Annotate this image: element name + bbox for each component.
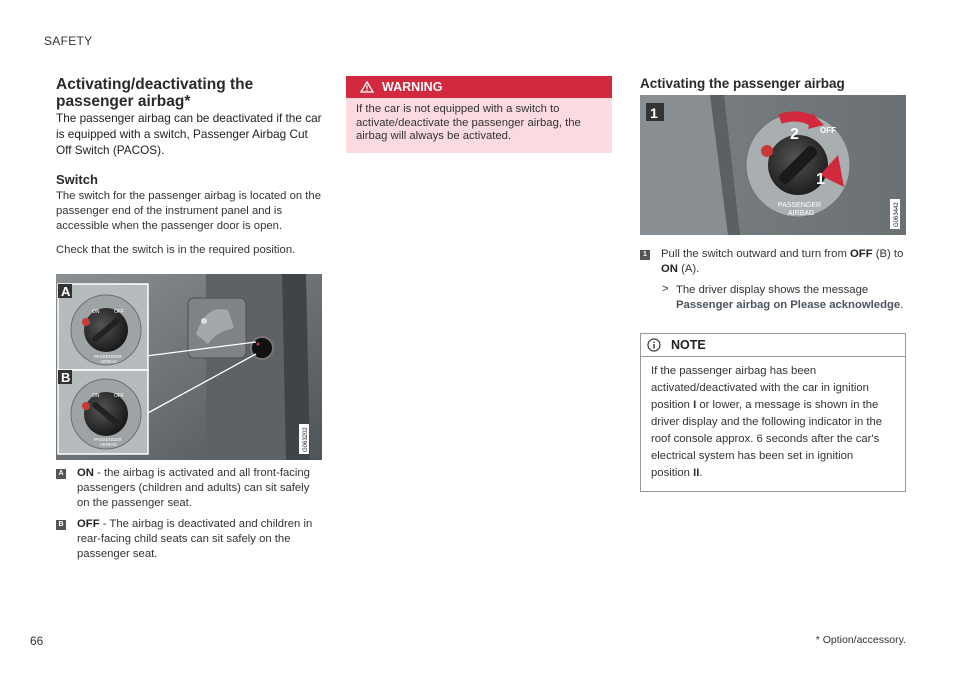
step-on: ON xyxy=(661,263,678,275)
callout-b-key: OFF xyxy=(77,518,100,530)
note-label: NOTE xyxy=(671,338,706,352)
callout-badge-b: B xyxy=(56,520,66,530)
warning-triangle-icon xyxy=(360,81,374,93)
figure-code-right: G063442 xyxy=(894,202,900,227)
note-position-1: I xyxy=(693,399,697,411)
note-text xyxy=(641,357,905,491)
step-text-post: (A). xyxy=(677,263,700,275)
activation-drawing xyxy=(640,95,906,235)
result-message: Passenger airbag on Please acknowledge xyxy=(676,299,901,311)
info-icon xyxy=(647,338,661,352)
callout-badge-a: A xyxy=(56,469,66,479)
warning-header xyxy=(346,76,612,98)
switch-paragraph-1: The switch for the passenger airbag is located on the passenger end of the instrument panel and is accessible when the passenger door is open. xyxy=(56,190,322,232)
step-off: OFF xyxy=(850,248,873,260)
knob-off-label-b: OFF xyxy=(114,393,124,399)
figure-num-1: 1 xyxy=(816,171,825,188)
page-title: Activating/deactivating the passenger airbag* xyxy=(56,76,254,110)
column-middle xyxy=(346,76,612,153)
switch-paragraph-2: Check that the switch is in the required position. xyxy=(56,244,296,256)
callout-a xyxy=(56,466,322,511)
note-header xyxy=(641,334,905,357)
switch-location-drawing xyxy=(56,274,322,460)
knob-text-b1: PASSENGER xyxy=(94,437,122,442)
knob-text-a2: AIRBAG xyxy=(100,359,118,364)
column-right xyxy=(640,76,906,492)
result-arrow: > xyxy=(662,283,669,295)
note-text-3: . xyxy=(699,467,703,479)
knob-text-a1: PASSENGER xyxy=(94,354,122,359)
knob-on-label-a: ON xyxy=(92,309,100,315)
note-position-2: II xyxy=(693,467,700,479)
knob-off-label: OFF xyxy=(820,126,836,135)
note-text-1: If the passenger airbag has been activated/deactivated with the car in ignition position xyxy=(651,365,869,411)
section-header: SAFETY xyxy=(44,34,93,48)
step-badge-1: 1 xyxy=(640,250,650,260)
warning-text: If the car is not equipped with a switch to activate/deactivate the passenger airbag, the airbag will always be activated. xyxy=(356,103,581,142)
column-left xyxy=(56,76,322,562)
figure-code-left: G063202 xyxy=(303,427,309,452)
footnote: * Option/accessory. xyxy=(815,634,906,646)
result-text: The driver display shows the message xyxy=(676,284,869,296)
callout-b xyxy=(56,517,322,562)
result-text-post: . xyxy=(900,299,904,311)
warning-label: WARNING xyxy=(382,80,443,94)
callout-label-b: B xyxy=(61,370,71,385)
knob-on-label-b: ON xyxy=(92,393,100,399)
knob-text-1: PASSENGER xyxy=(778,202,822,209)
knob-text-2: AIRBAG xyxy=(788,210,815,217)
switch-location-illustration xyxy=(56,274,322,460)
activating-heading: Activating the passenger airbag xyxy=(640,76,845,91)
figure-step-label: 1 xyxy=(650,105,658,121)
callout-a-text: - the airbag is activated and all front-facing passengers (children and adults) can sit safely on the passenger seat. xyxy=(77,467,310,509)
note-box xyxy=(640,333,906,492)
switch-heading: Switch xyxy=(56,172,98,187)
callout-label-a: A xyxy=(61,284,71,299)
warning-box xyxy=(346,76,612,153)
knob-off-label-a: OFF xyxy=(114,309,124,315)
page-number: 66 xyxy=(30,634,44,648)
step-result xyxy=(662,283,906,313)
callout-a-key: ON xyxy=(77,467,94,479)
step-text-pre: Pull the switch outward and turn from xyxy=(661,248,850,260)
note-text-2: or lower, a message is shown in the driver display and the following indicator in the roof console approx. 6 seconds after the car's electrical system has been set in ignition position xyxy=(651,399,883,479)
activation-illustration xyxy=(640,95,906,235)
callout-b-text: - The airbag is deactivated and children in rear-facing child seats can sit safely on the passenger seat. xyxy=(77,518,313,560)
knob-text-b2: AIRBAG xyxy=(100,442,118,447)
step-1 xyxy=(640,247,906,277)
figure-num-2: 2 xyxy=(790,126,799,143)
step-text-mid: (B) to xyxy=(872,248,904,260)
intro-paragraph: The passenger airbag can be deactivated if the car is equipped with a switch, Passenger Airbag Cut Off Switch (PACOS). xyxy=(56,111,322,157)
